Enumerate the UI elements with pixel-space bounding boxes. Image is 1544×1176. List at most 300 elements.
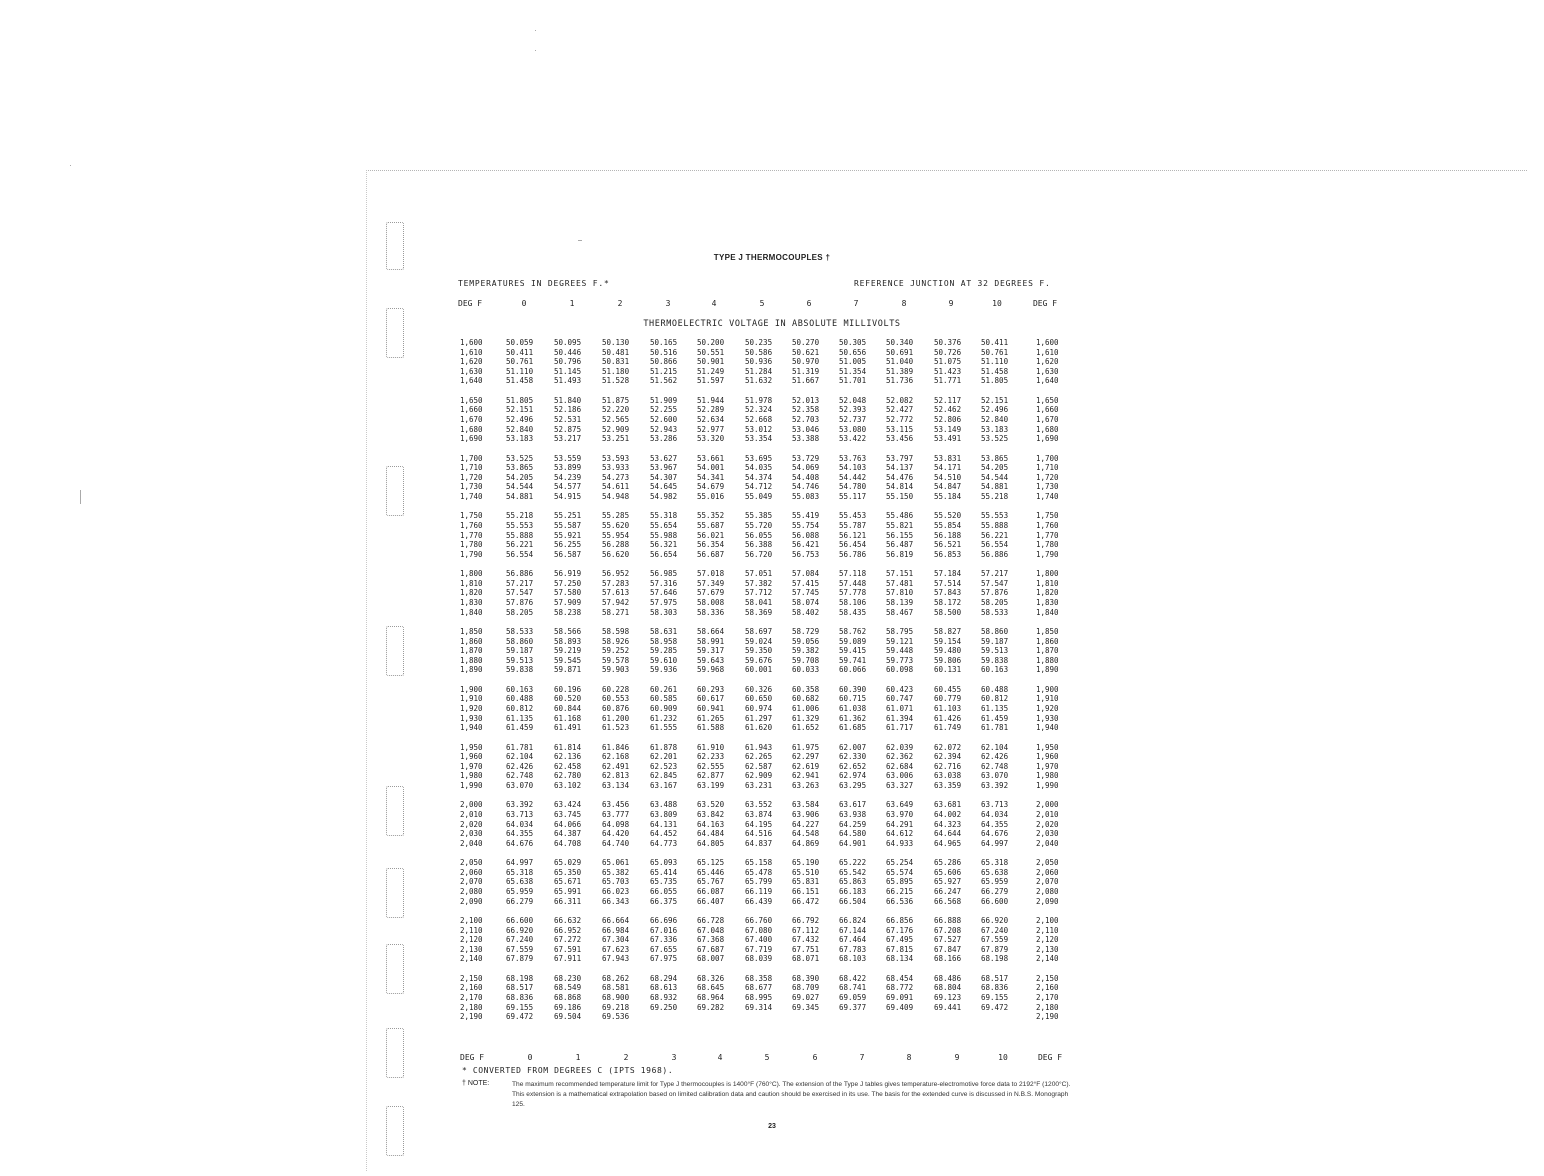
millivolt-cell: 53.729 xyxy=(792,453,820,463)
row-temperature: 1,820 xyxy=(460,588,483,598)
table-row xyxy=(0,665,1544,674)
row-temperature: 2,160 xyxy=(460,983,483,993)
millivolt-cell: 56.554 xyxy=(506,549,534,559)
millivolt-cell: 67.719 xyxy=(745,944,773,954)
millivolt-cell: 60.326 xyxy=(745,684,773,694)
millivolt-cell: 60.488 xyxy=(981,684,1009,694)
table-row xyxy=(0,752,1544,761)
millivolt-cell: 60.941 xyxy=(697,704,725,713)
column-header: DEG F xyxy=(1037,1053,1063,1062)
millivolt-cell: 62.426 xyxy=(981,752,1009,762)
row-temperature-right: 1,640 xyxy=(1036,376,1059,386)
millivolt-cell: 55.218 xyxy=(506,511,534,521)
column-header: 9 xyxy=(948,299,954,308)
millivolt-cell: 50.446 xyxy=(554,347,582,357)
millivolt-cell: 64.034 xyxy=(506,819,534,829)
millivolt-cell: 64.901 xyxy=(839,838,867,848)
millivolt-cell: 59.024 xyxy=(745,636,773,646)
millivolt-cell: 56.088 xyxy=(792,530,820,540)
millivolt-cell: 62.877 xyxy=(697,771,725,781)
millivolt-cell: 58.435 xyxy=(839,607,867,617)
millivolt-cell: 55.954 xyxy=(602,530,630,540)
millivolt-cell: 51.110 xyxy=(981,357,1009,367)
millivolt-cell: 63.295 xyxy=(839,781,867,790)
table-row xyxy=(0,473,1544,482)
millivolt-cell: 64.805 xyxy=(697,838,725,848)
millivolt-cell: 58.402 xyxy=(792,607,820,617)
millivolt-cell: 63.006 xyxy=(886,771,914,781)
millivolt-cell: 56.055 xyxy=(745,530,773,540)
millivolt-cell: 66.183 xyxy=(839,887,867,896)
millivolt-cell: 64.420 xyxy=(602,829,630,839)
millivolt-cell: 62.491 xyxy=(602,761,630,771)
millivolt-cell: 50.936 xyxy=(745,357,773,367)
millivolt-cell: 60.650 xyxy=(745,694,773,704)
millivolt-cell: 62.974 xyxy=(839,771,867,781)
millivolt-cell: 64.195 xyxy=(745,819,773,829)
millivolt-cell: 58.697 xyxy=(745,627,773,636)
row-temperature-right: 1,940 xyxy=(1036,723,1059,733)
millivolt-cell: 61.910 xyxy=(697,742,725,752)
row-temperature: 1,630 xyxy=(460,366,483,376)
row-temperature: 1,760 xyxy=(460,521,483,530)
millivolt-cell: 53.251 xyxy=(602,434,630,444)
millivolt-cell: 64.163 xyxy=(697,819,725,829)
table-row xyxy=(0,367,1544,376)
millivolt-cell: 59.480 xyxy=(934,646,962,656)
millivolt-cell: 67.176 xyxy=(886,925,914,935)
millivolt-cell: 53.525 xyxy=(981,434,1009,444)
column-header: 9 xyxy=(954,1053,960,1062)
millivolt-cell: 63.167 xyxy=(650,781,678,790)
millivolt-cell: 61.103 xyxy=(934,704,962,713)
millivolt-cell: 66.984 xyxy=(602,925,630,935)
row-temperature: 2,150 xyxy=(460,973,483,983)
millivolt-cell: 50.059 xyxy=(506,338,534,347)
millivolt-cell: 68.517 xyxy=(981,973,1009,983)
millivolt-cell: 66.728 xyxy=(697,916,725,925)
millivolt-cell: 68.007 xyxy=(697,954,725,964)
table-subtitle: THERMOELECTRIC VOLTAGE IN ABSOLUTE MILLIVOLTS xyxy=(643,319,901,329)
millivolt-cell: 66.055 xyxy=(650,887,678,896)
millivolt-cell: 58.074 xyxy=(792,598,820,607)
millivolt-cell: 55.486 xyxy=(886,511,914,521)
millivolt-cell: 61.814 xyxy=(554,742,582,752)
millivolt-cell: 62.104 xyxy=(981,742,1009,752)
millivolt-cell: 63.199 xyxy=(697,781,725,790)
millivolt-cell: 63.649 xyxy=(886,800,914,810)
millivolt-cell: 54.001 xyxy=(697,463,725,473)
millivolt-cell: 68.166 xyxy=(934,954,962,964)
row-temperature-right: 1,710 xyxy=(1036,463,1059,473)
millivolt-cell: 58.958 xyxy=(650,636,678,646)
millivolt-cell: 66.600 xyxy=(506,916,534,925)
millivolt-cell: 57.415 xyxy=(792,578,820,588)
millivolt-cell: 50.270 xyxy=(792,338,820,347)
millivolt-cell: 64.355 xyxy=(981,819,1009,829)
millivolt-cell: 66.119 xyxy=(745,887,773,896)
millivolt-cell: 51.249 xyxy=(697,366,725,376)
millivolt-cell: 54.510 xyxy=(934,472,962,482)
millivolt-cell: 62.426 xyxy=(506,761,534,771)
millivolt-cell: 52.806 xyxy=(934,415,962,424)
millivolt-cell: 58.533 xyxy=(506,627,534,636)
millivolt-cell: 67.016 xyxy=(650,925,678,935)
millivolt-cell: 62.813 xyxy=(602,771,630,781)
millivolt-cell: 66.151 xyxy=(792,887,820,896)
row-temperature-right: 2,180 xyxy=(1036,1002,1059,1012)
millivolt-cell: 61.781 xyxy=(506,742,534,752)
table-row xyxy=(0,482,1544,491)
millivolt-cell: 53.183 xyxy=(981,424,1009,434)
millivolt-cell: 56.886 xyxy=(981,549,1009,559)
millivolt-cell: 68.995 xyxy=(745,993,773,1002)
millivolt-cell: 59.643 xyxy=(697,655,725,665)
millivolt-cell: 68.454 xyxy=(886,973,914,983)
row-temperature-right: 1,670 xyxy=(1036,415,1059,424)
millivolt-cell: 57.975 xyxy=(650,598,678,607)
row-temperature: 1,730 xyxy=(460,482,483,492)
millivolt-cell: 59.838 xyxy=(506,665,534,675)
millivolt-cell: 51.110 xyxy=(506,366,534,376)
millivolt-cell: 67.783 xyxy=(839,944,867,954)
millivolt-cell: 60.001 xyxy=(745,665,773,675)
millivolt-cell: 56.188 xyxy=(934,530,962,540)
millivolt-cell: 56.388 xyxy=(745,540,773,550)
millivolt-cell: 68.645 xyxy=(697,983,725,993)
column-header: 10 xyxy=(992,299,1002,308)
millivolt-cell: 66.439 xyxy=(745,896,773,906)
millivolt-cell: 65.125 xyxy=(697,858,725,868)
millivolt-cell: 51.458 xyxy=(506,376,534,386)
millivolt-cell: 68.071 xyxy=(792,954,820,964)
millivolt-cell: 60.358 xyxy=(792,684,820,694)
millivolt-cell: 69.536 xyxy=(602,1012,630,1022)
millivolt-cell: 56.554 xyxy=(981,540,1009,550)
millivolt-cell: 52.048 xyxy=(839,395,867,405)
row-temperature: 2,040 xyxy=(460,838,483,848)
column-header: 4 xyxy=(717,1053,723,1062)
row-temperature-right: 1,690 xyxy=(1036,434,1059,444)
millivolt-cell: 50.130 xyxy=(602,338,630,347)
millivolt-cell: 58.893 xyxy=(554,636,582,646)
millivolt-cell: 52.462 xyxy=(934,405,962,415)
millivolt-cell: 64.548 xyxy=(792,829,820,839)
column-header: 2 xyxy=(617,299,623,308)
row-temperature: 1,620 xyxy=(460,357,483,367)
row-temperature: 2,170 xyxy=(460,993,483,1002)
millivolt-cell: 62.168 xyxy=(602,752,630,762)
millivolt-cell: 57.580 xyxy=(554,588,582,598)
millivolt-cell: 69.441 xyxy=(934,1002,962,1012)
millivolt-cell: 54.205 xyxy=(981,463,1009,473)
millivolt-cell: 51.667 xyxy=(792,376,820,386)
millivolt-cell: 66.536 xyxy=(886,896,914,906)
millivolt-cell: 66.632 xyxy=(554,916,582,925)
millivolt-cell: 65.029 xyxy=(554,858,582,868)
millivolt-cell: 65.959 xyxy=(506,887,534,896)
millivolt-cell: 56.021 xyxy=(697,530,725,540)
millivolt-cell: 52.013 xyxy=(792,395,820,405)
millivolt-cell: 52.358 xyxy=(792,405,820,415)
millivolt-cell: 58.631 xyxy=(650,627,678,636)
millivolt-cell: 52.943 xyxy=(650,424,678,434)
millivolt-cell: 61.135 xyxy=(981,704,1009,713)
millivolt-cell: 55.453 xyxy=(839,511,867,521)
millivolt-cell: 68.039 xyxy=(745,954,773,964)
millivolt-cell: 50.586 xyxy=(745,347,773,357)
millivolt-cell: 52.668 xyxy=(745,415,773,424)
millivolt-cell: 56.853 xyxy=(934,549,962,559)
millivolt-cell: 64.131 xyxy=(650,819,678,829)
millivolt-cell: 68.326 xyxy=(697,973,725,983)
millivolt-cell: 66.856 xyxy=(886,916,914,925)
millivolt-cell: 68.836 xyxy=(981,983,1009,993)
millivolt-cell: 52.289 xyxy=(697,405,725,415)
table-row xyxy=(0,637,1544,646)
millivolt-cell: 58.860 xyxy=(981,627,1009,636)
millivolt-cell: 51.215 xyxy=(650,366,678,376)
millivolt-cell: 56.786 xyxy=(839,549,867,559)
millivolt-cell: 61.038 xyxy=(839,704,867,713)
millivolt-cell: 57.876 xyxy=(981,588,1009,598)
row-temperature: 1,810 xyxy=(460,578,483,588)
row-temperature-right: 1,700 xyxy=(1036,453,1059,463)
column-header-bottom xyxy=(0,1053,1544,1063)
row-temperature: 1,980 xyxy=(460,771,483,781)
millivolt-cell: 66.952 xyxy=(554,925,582,935)
row-temperature-right: 1,860 xyxy=(1036,636,1059,646)
millivolt-cell: 51.840 xyxy=(554,395,582,405)
millivolt-cell: 67.751 xyxy=(792,944,820,954)
millivolt-cell: 59.382 xyxy=(792,646,820,656)
millivolt-cell: 55.553 xyxy=(506,521,534,530)
millivolt-cell: 52.393 xyxy=(839,405,867,415)
row-temperature: 1,920 xyxy=(460,704,483,713)
table-row xyxy=(0,868,1544,877)
millivolt-cell: 53.046 xyxy=(792,424,820,434)
millivolt-cell: 65.638 xyxy=(981,867,1009,877)
row-temperature: 1,780 xyxy=(460,540,483,550)
millivolt-cell: 60.779 xyxy=(934,694,962,704)
row-temperature-right: 1,980 xyxy=(1036,771,1059,781)
millivolt-cell: 68.772 xyxy=(886,983,914,993)
row-temperature-right: 1,830 xyxy=(1036,598,1059,607)
millivolt-cell: 63.134 xyxy=(602,781,630,790)
millivolt-cell: 58.336 xyxy=(697,607,725,617)
column-header: 7 xyxy=(859,1053,865,1062)
millivolt-cell: 62.941 xyxy=(792,771,820,781)
millivolt-cell: 69.345 xyxy=(792,1002,820,1012)
millivolt-cell: 66.087 xyxy=(697,887,725,896)
millivolt-cell: 60.033 xyxy=(792,665,820,675)
millivolt-cell: 62.748 xyxy=(506,771,534,781)
millivolt-cell: 55.988 xyxy=(650,530,678,540)
millivolt-cell: 67.144 xyxy=(839,925,867,935)
millivolt-cell: 52.427 xyxy=(886,405,914,415)
millivolt-cell: 66.792 xyxy=(792,916,820,925)
millivolt-cell: 57.151 xyxy=(886,569,914,579)
millivolt-cell: 57.250 xyxy=(554,578,582,588)
row-temperature: 2,110 xyxy=(460,925,483,935)
millivolt-cell: 66.824 xyxy=(839,916,867,925)
millivolt-cell: 66.568 xyxy=(934,896,962,906)
millivolt-cell: 60.163 xyxy=(981,665,1009,675)
row-temperature: 1,600 xyxy=(460,338,483,347)
millivolt-cell: 61.265 xyxy=(697,713,725,723)
millivolt-cell: 54.982 xyxy=(650,492,678,501)
millivolt-cell: 54.847 xyxy=(934,482,962,492)
millivolt-cell: 62.072 xyxy=(934,742,962,752)
millivolt-cell: 65.318 xyxy=(506,867,534,877)
table-row xyxy=(0,415,1544,424)
row-temperature: 1,860 xyxy=(460,636,483,646)
millivolt-cell: 55.720 xyxy=(745,521,773,530)
millivolt-cell: 58.860 xyxy=(506,636,534,646)
millivolt-cell: 61.846 xyxy=(602,742,630,752)
millivolt-cell: 67.272 xyxy=(554,935,582,945)
millivolt-cell: 65.318 xyxy=(981,858,1009,868)
row-temperature: 2,020 xyxy=(460,819,483,829)
millivolt-cell: 63.552 xyxy=(745,800,773,810)
row-temperature: 1,900 xyxy=(460,684,483,694)
millivolt-cell: 50.516 xyxy=(650,347,678,357)
millivolt-cell: 62.619 xyxy=(792,761,820,771)
table-row xyxy=(0,887,1544,896)
millivolt-cell: 68.103 xyxy=(839,954,867,964)
millivolt-cell: 53.354 xyxy=(745,434,773,444)
millivolt-cell: 52.186 xyxy=(554,405,582,415)
millivolt-cell: 50.970 xyxy=(792,357,820,367)
millivolt-cell: 67.559 xyxy=(981,935,1009,945)
millivolt-cell: 51.493 xyxy=(554,376,582,386)
millivolt-cell: 60.974 xyxy=(745,704,773,713)
millivolt-cell: 58.566 xyxy=(554,627,582,636)
note-label: † NOTE: xyxy=(462,1080,490,1087)
millivolt-cell: 59.545 xyxy=(554,655,582,665)
millivolt-cell: 57.118 xyxy=(839,569,867,579)
millivolt-cell: 59.089 xyxy=(839,636,867,646)
millivolt-cell: 67.847 xyxy=(934,944,962,954)
millivolt-cell: 64.773 xyxy=(650,838,678,848)
millivolt-cell: 54.239 xyxy=(554,472,582,482)
table-row xyxy=(0,743,1544,752)
millivolt-cell: 62.523 xyxy=(650,761,678,771)
row-temperature: 1,650 xyxy=(460,395,483,405)
millivolt-cell: 63.392 xyxy=(506,800,534,810)
row-temperature: 2,070 xyxy=(460,877,483,887)
millivolt-cell: 54.577 xyxy=(554,482,582,492)
millivolt-cell: 52.151 xyxy=(506,405,534,415)
row-temperature-right: 2,080 xyxy=(1036,887,1059,896)
conversion-footnote: * CONVERTED FROM DEGREES C (IPTS 1968). xyxy=(462,1066,674,1075)
millivolt-cell: 69.409 xyxy=(886,1002,914,1012)
millivolt-cell: 66.311 xyxy=(554,896,582,906)
millivolt-cell: 50.831 xyxy=(602,357,630,367)
millivolt-cell: 55.888 xyxy=(506,530,534,540)
table-row xyxy=(0,810,1544,819)
millivolt-cell: 50.481 xyxy=(602,347,630,357)
millivolt-cell: 65.735 xyxy=(650,877,678,887)
row-temperature: 1,970 xyxy=(460,761,483,771)
row-temperature-right: 1,990 xyxy=(1036,781,1059,790)
millivolt-cell: 68.804 xyxy=(934,983,962,993)
millivolt-cell: 66.279 xyxy=(506,896,534,906)
millivolt-cell: 57.679 xyxy=(697,588,725,598)
millivolt-cell: 58.795 xyxy=(886,627,914,636)
row-temperature-right: 1,790 xyxy=(1036,549,1059,559)
millivolt-cell: 53.865 xyxy=(506,463,534,473)
millivolt-cell: 54.881 xyxy=(506,492,534,501)
millivolt-cell: 51.875 xyxy=(602,395,630,405)
millivolt-cell: 64.484 xyxy=(697,829,725,839)
millivolt-cell: 66.472 xyxy=(792,896,820,906)
millivolt-cell: 54.712 xyxy=(745,482,773,492)
millivolt-cell: 63.520 xyxy=(697,800,725,810)
millivolt-cell: 52.977 xyxy=(697,424,725,434)
millivolt-cell: 51.423 xyxy=(934,366,962,376)
millivolt-cell: 63.231 xyxy=(745,781,773,790)
millivolt-cell: 63.713 xyxy=(981,800,1009,810)
millivolt-cell: 55.754 xyxy=(792,521,820,530)
row-temperature: 1,850 xyxy=(460,627,483,636)
row-temperature-right: 1,880 xyxy=(1036,655,1059,665)
millivolt-cell: 53.831 xyxy=(934,453,962,463)
millivolt-cell: 54.679 xyxy=(697,482,725,492)
table-row xyxy=(0,405,1544,414)
millivolt-cell: 65.606 xyxy=(934,867,962,877)
column-header: 1 xyxy=(569,299,575,308)
millivolt-cell: 55.285 xyxy=(602,511,630,521)
millivolt-cell: 61.135 xyxy=(506,713,534,723)
millivolt-cell: 68.741 xyxy=(839,983,867,993)
millivolt-cell: 59.968 xyxy=(697,665,725,675)
millivolt-cell: 50.376 xyxy=(934,338,962,347)
millivolt-cell: 60.066 xyxy=(839,665,867,675)
millivolt-cell: 58.205 xyxy=(981,598,1009,607)
row-temperature-right: 2,070 xyxy=(1036,877,1059,887)
millivolt-cell: 63.102 xyxy=(554,781,582,790)
millivolt-cell: 60.812 xyxy=(506,704,534,713)
millivolt-cell: 66.920 xyxy=(981,916,1009,925)
millivolt-cell: 52.840 xyxy=(981,415,1009,424)
row-temperature: 1,610 xyxy=(460,347,483,357)
millivolt-cell: 60.261 xyxy=(650,684,678,694)
table-row xyxy=(0,627,1544,636)
row-temperature-right: 2,030 xyxy=(1036,829,1059,839)
millivolt-cell: 64.291 xyxy=(886,819,914,829)
millivolt-cell: 56.221 xyxy=(506,540,534,550)
millivolt-cell: 63.070 xyxy=(506,781,534,790)
millivolt-cell: 65.382 xyxy=(602,867,630,877)
millivolt-cell: 60.163 xyxy=(506,684,534,694)
millivolt-cell: 52.531 xyxy=(554,415,582,424)
row-temperature-right: 2,000 xyxy=(1036,800,1059,810)
millivolt-cell: 65.767 xyxy=(697,877,725,887)
millivolt-cell: 59.252 xyxy=(602,646,630,656)
millivolt-cell: 64.997 xyxy=(506,858,534,868)
millivolt-cell: 53.593 xyxy=(602,453,630,463)
millivolt-cell: 60.715 xyxy=(839,694,867,704)
millivolt-cell: 64.227 xyxy=(792,819,820,829)
millivolt-cell: 67.080 xyxy=(745,925,773,935)
millivolt-cell: 57.942 xyxy=(602,598,630,607)
millivolt-cell: 61.555 xyxy=(650,723,678,733)
millivolt-cell: 51.005 xyxy=(839,357,867,367)
row-temperature-right: 1,820 xyxy=(1036,588,1059,598)
millivolt-cell: 59.219 xyxy=(554,646,582,656)
millivolt-cell: 69.472 xyxy=(506,1012,534,1022)
